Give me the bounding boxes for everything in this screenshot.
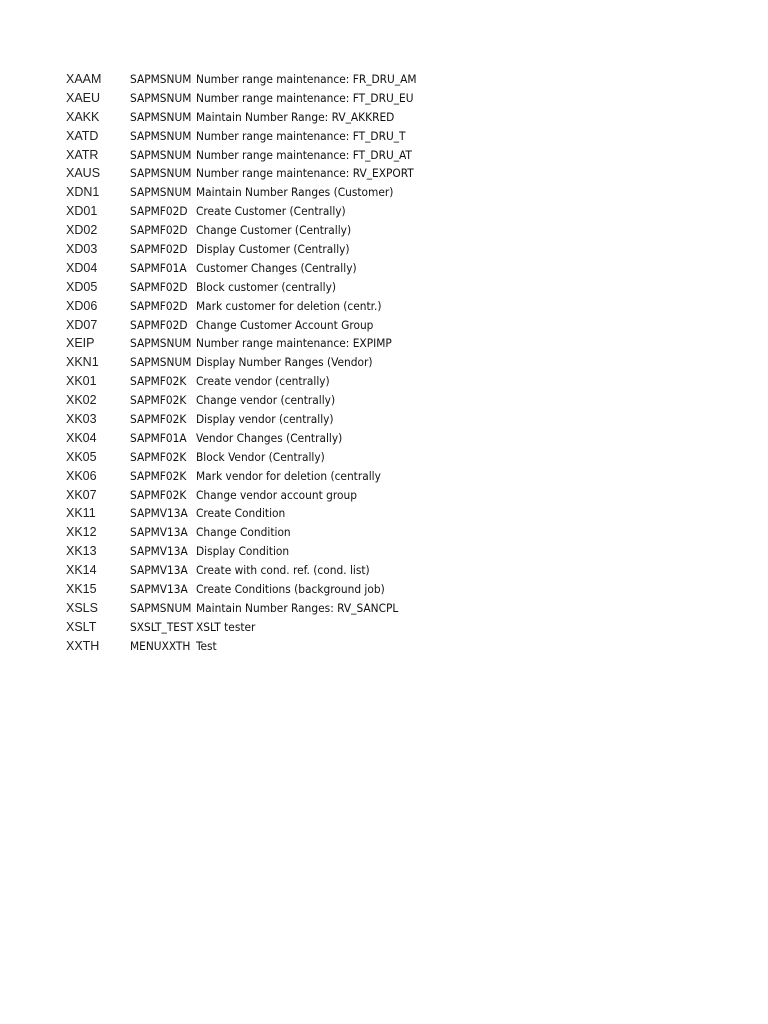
table-row <box>66 391 746 410</box>
transaction-code: XD01 <box>66 204 98 219</box>
transaction-description: Change Customer Account Group <box>196 317 374 332</box>
table-row <box>66 202 746 221</box>
table-row <box>66 580 746 599</box>
program-name: SAPMF02K <box>130 468 187 483</box>
transaction-code: XD06 <box>66 298 98 313</box>
transaction-description: Test <box>196 638 217 653</box>
table-row <box>66 127 746 146</box>
transaction-description: Create Customer (Centrally) <box>196 204 346 219</box>
table-row <box>66 504 746 523</box>
transaction-description: Maintain Number Ranges: RV_SANCPL <box>196 600 399 615</box>
transaction-description: Customer Changes (Centrally) <box>196 260 357 275</box>
transaction-description: Block customer (centrally) <box>196 279 336 294</box>
transaction-description: Number range maintenance: FR_DRU_AM <box>196 72 417 86</box>
transaction-description: Change Condition <box>196 525 291 540</box>
transaction-code: XATR <box>66 147 99 162</box>
transaction-description: Number range maintenance: RV_EXPORT <box>196 166 414 181</box>
table-row <box>66 316 746 335</box>
program-name: SAPMF02D <box>130 279 188 294</box>
program-name: SAPMV13A <box>130 525 188 540</box>
table-row <box>66 297 746 316</box>
transaction-description: Display Number Ranges (Vendor) <box>196 355 373 370</box>
table-row <box>66 259 746 278</box>
table-row <box>66 523 746 542</box>
transaction-code: XK01 <box>66 374 97 389</box>
transaction-code: XK14 <box>66 563 97 578</box>
transaction-code: XKN1 <box>66 355 99 370</box>
program-name: SAPMSNUM <box>130 72 192 86</box>
transaction-code: XK13 <box>66 544 97 559</box>
table-row <box>66 429 746 448</box>
table-row <box>66 278 746 297</box>
program-name: SAPMSNUM <box>130 336 192 351</box>
transaction-code: XK05 <box>66 449 97 464</box>
transaction-description: Display Customer (Centrally) <box>196 242 350 257</box>
transaction-code: XAEU <box>66 90 101 105</box>
table-row <box>66 334 746 353</box>
program-name: SAPMF02K <box>130 449 187 464</box>
table-row <box>66 353 746 372</box>
table-row <box>66 221 746 240</box>
transaction-description: Number range maintenance: EXPIMP <box>196 336 392 351</box>
transaction-description: Block Vendor (Centrally) <box>196 449 325 464</box>
transaction-description: Change vendor (centrally) <box>196 393 336 408</box>
table-row <box>66 164 746 183</box>
program-name: SAPMF02D <box>130 204 188 219</box>
transaction-code: XK07 <box>66 487 97 502</box>
transaction-table <box>66 70 746 656</box>
program-name: SAPMF02D <box>130 242 188 257</box>
transaction-description: Change vendor account group <box>196 487 357 502</box>
transaction-code: XXTH <box>66 638 100 653</box>
table-row <box>66 542 746 561</box>
program-name: SAPMV13A <box>130 582 188 597</box>
transaction-description: Create Conditions (background job) <box>196 582 385 597</box>
transaction-description: Change Customer (Centrally) <box>196 223 352 238</box>
program-name: SAPMF01A <box>130 260 187 275</box>
table-row <box>66 561 746 580</box>
transaction-description: Display Condition <box>196 544 290 559</box>
program-name: SXSLT_TEST <box>130 619 194 634</box>
table-row <box>66 240 746 259</box>
transaction-description: Create vendor (centrally) <box>196 374 330 389</box>
transaction-code: XK04 <box>66 430 97 445</box>
table-row <box>66 486 746 505</box>
transaction-code: XD07 <box>66 317 98 332</box>
table-row <box>66 70 746 89</box>
transaction-code: XDN1 <box>66 185 100 200</box>
table-row <box>66 146 746 165</box>
transaction-description: Number range maintenance: FT_DRU_AT <box>196 147 412 162</box>
transaction-description: Mark vendor for deletion (centrally <box>196 468 381 483</box>
transaction-description: Mark customer for deletion (centr.) <box>196 298 382 313</box>
transaction-code: XD04 <box>66 260 98 275</box>
program-name: SAPMF02K <box>130 412 187 427</box>
transaction-description: Display vendor (centrally) <box>196 412 334 427</box>
table-row <box>66 372 746 391</box>
transaction-description: Number range maintenance: FT_DRU_T <box>196 128 406 143</box>
transaction-description: Vendor Changes (Centrally) <box>196 430 343 445</box>
transaction-code: XK06 <box>66 468 97 483</box>
program-name: SAPMSNUM <box>130 90 192 105</box>
transaction-code: XSLS <box>66 600 98 615</box>
program-name: SAPMF02D <box>130 298 188 313</box>
program-name: SAPMF02K <box>130 393 187 408</box>
transaction-code: XAUS <box>66 166 101 181</box>
transaction-code: XAAM <box>66 72 102 86</box>
program-name: SAPMSNUM <box>130 355 192 370</box>
transaction-code: XSLT <box>66 619 97 634</box>
table-row <box>66 637 746 656</box>
program-name: SAPMF01A <box>130 430 187 445</box>
table-row <box>66 410 746 429</box>
program-name: SAPMV13A <box>130 544 188 559</box>
program-name: SAPMF02D <box>130 317 188 332</box>
program-name: SAPMSNUM <box>130 109 192 124</box>
transaction-code: XD03 <box>66 242 98 257</box>
transaction-description: Maintain Number Ranges (Customer) <box>196 185 394 200</box>
program-name: SAPMSNUM <box>130 128 192 143</box>
table-row <box>66 89 746 108</box>
transaction-code: XAKK <box>66 109 100 124</box>
program-name: SAPMSNUM <box>130 185 192 200</box>
table-row <box>66 618 746 637</box>
program-name: SAPMV13A <box>130 506 188 521</box>
program-name: SAPMSNUM <box>130 166 192 181</box>
transaction-description: Maintain Number Range: RV_AKKRED <box>196 109 395 124</box>
table-row <box>66 448 746 467</box>
table-row <box>66 183 746 202</box>
transaction-code: XD05 <box>66 279 98 294</box>
program-name: SAPMSNUM <box>130 600 192 615</box>
program-name: MENUXXTH <box>130 638 191 653</box>
transaction-description: Create Condition <box>196 506 286 521</box>
transaction-code: XK02 <box>66 393 97 408</box>
program-name: SAPMF02K <box>130 374 187 389</box>
program-name: SAPMF02D <box>130 223 188 238</box>
transaction-code: XD02 <box>66 223 98 238</box>
transaction-code: XK11 <box>66 506 96 521</box>
table-row <box>66 467 746 486</box>
transaction-code: XEIP <box>66 336 95 351</box>
transaction-code: XATD <box>66 128 99 143</box>
table-row <box>66 599 746 618</box>
transaction-description: Number range maintenance: FT_DRU_EU <box>196 90 414 105</box>
transaction-code: XK03 <box>66 412 97 427</box>
transaction-description: XSLT tester <box>196 619 256 634</box>
transaction-description: Create with cond. ref. (cond. list) <box>196 563 370 578</box>
program-name: SAPMV13A <box>130 563 188 578</box>
transaction-code: XK12 <box>66 525 97 540</box>
program-name: SAPMF02K <box>130 487 187 502</box>
program-name: SAPMSNUM <box>130 147 192 162</box>
table-row <box>66 108 746 127</box>
transaction-code: XK15 <box>66 582 97 597</box>
